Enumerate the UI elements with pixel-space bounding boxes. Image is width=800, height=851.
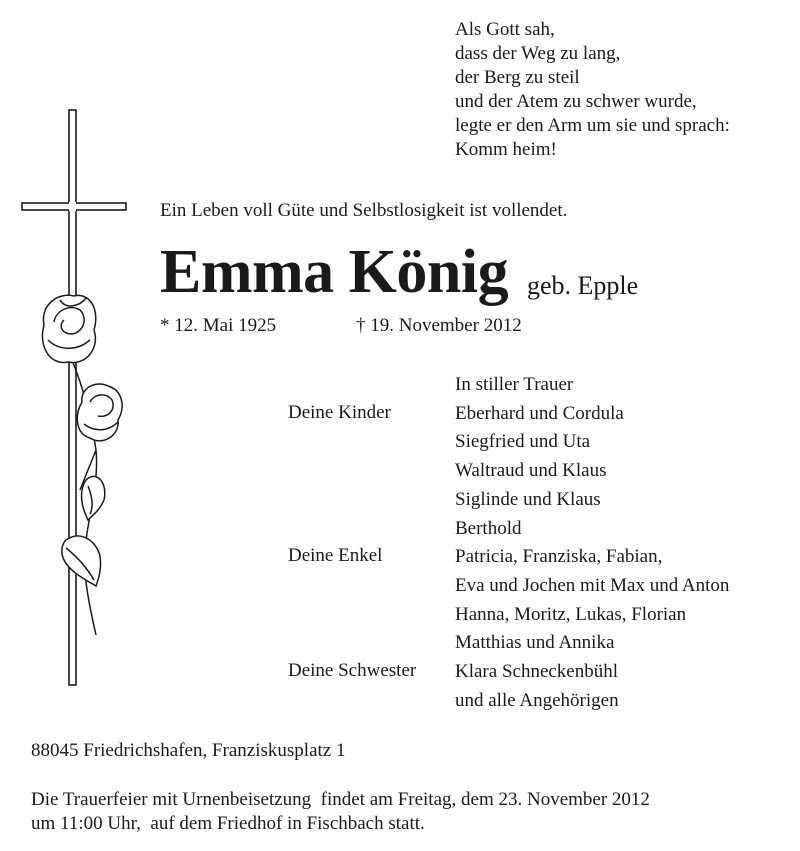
rose-upper xyxy=(42,295,95,362)
label-children: Deine Kinder xyxy=(288,402,391,423)
maiden-name: geb. Epple xyxy=(527,271,639,300)
mourners-list xyxy=(455,371,729,715)
deceased-name: Emma König xyxy=(160,238,509,306)
poem xyxy=(455,18,730,162)
mourner-line: und alle Angehörigen xyxy=(455,689,619,711)
poem-line: dass der Weg zu lang, xyxy=(455,43,621,64)
mourner-line: Patricia, Franziska, Fabian, xyxy=(455,546,663,568)
mourner-line: Waltraud und Klaus xyxy=(455,460,607,482)
poem-line: und der Atem zu schwer wurde, xyxy=(455,91,697,112)
mourner-line: Eva und Jochen mit Max und Anton xyxy=(455,574,730,596)
mourner-line: Hanna, Moritz, Lukas, Florian xyxy=(455,603,687,625)
mourner-line: Siglinde und Klaus xyxy=(455,488,601,510)
mourner-line: Berthold xyxy=(455,517,522,539)
poem-line: Als Gott sah, xyxy=(455,19,555,40)
poem-line: der Berg zu steil xyxy=(455,67,580,88)
address: 88045 Friedrichshafen, Franziskusplatz 1 xyxy=(31,740,346,761)
cross-vertical-beam xyxy=(69,110,76,685)
mourner-line: Klara Schneckenbühl xyxy=(455,661,619,683)
death-date: † 19. November 2012 xyxy=(356,315,522,336)
mourner-line: Matthias und Annika xyxy=(455,632,615,654)
intro-text: Ein Leben voll Güte und Selbstlosigkeit ist vollendet. xyxy=(160,200,568,221)
mourner-line: Eberhard und Cordula xyxy=(455,402,624,424)
service-line-1: Die Trauerfeier mit Urnenbeisetzung findet am Freitag, dem 23. November 2012 xyxy=(31,789,650,810)
label-grandchildren: Deine Enkel xyxy=(288,545,383,566)
mourner-line: Siegfried und Uta xyxy=(455,431,591,453)
poem-line: legte er den Arm um sie und sprach: xyxy=(455,115,730,136)
birth-date: * 12. Mai 1925 xyxy=(160,315,277,336)
poem-line: Komm heim! xyxy=(455,139,557,160)
rose-lower xyxy=(77,384,122,441)
label-sister: Deine Schwester xyxy=(288,660,417,681)
service-line-2: um 11:00 Uhr, auf dem Friedhof in Fischbach statt. xyxy=(31,813,425,834)
mourner-line: In stiller Trauer xyxy=(455,374,574,395)
